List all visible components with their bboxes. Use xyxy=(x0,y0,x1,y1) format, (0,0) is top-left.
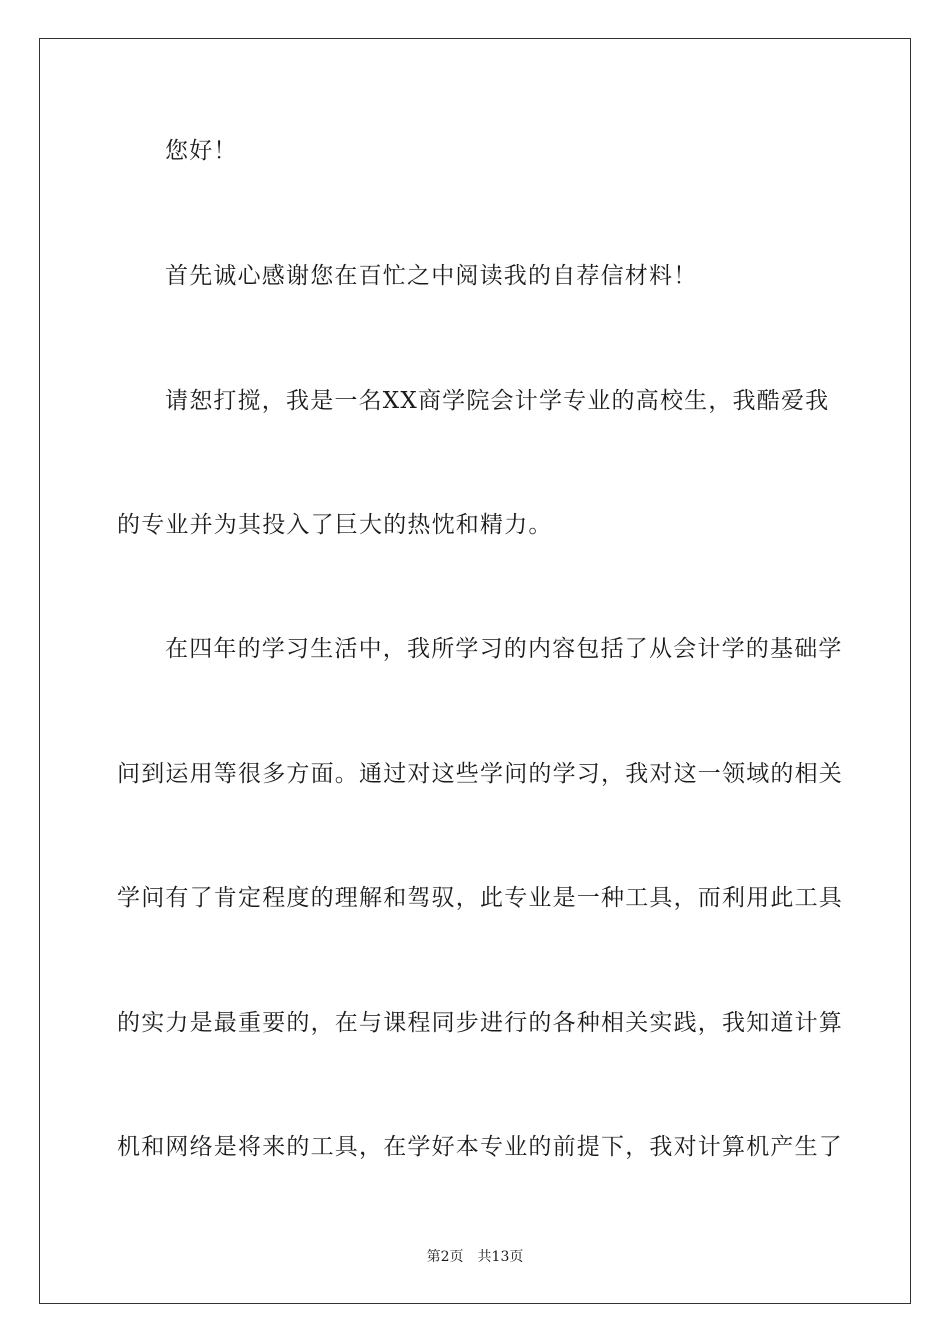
paragraph-line: 的专业并为其投入了巨大的热忱和精力。 xyxy=(117,512,553,538)
paragraph-line: 请恕打搅，我是一名XX商学院会计学专业的高校生，我酷爱我 xyxy=(165,388,830,414)
greeting: 您好！ xyxy=(165,138,238,164)
paragraph-line: 在四年的学习生活中，我所学习的内容包括了从会计学的基础学 xyxy=(165,636,843,662)
page-total: 共13页 xyxy=(477,1249,524,1265)
paragraph-line: 机和网络是将来的工具，在学好本专业的前提下，我对计算机产生了 xyxy=(117,1134,843,1160)
paragraph-line: 学问有了肯定程度的理解和驾驭，此专业是一种工具，而利用此工具 xyxy=(117,885,843,911)
paragraph-line: 的实力是最重要的，在与课程同步进行的各种相关实践，我知道计算 xyxy=(117,1010,843,1036)
page-border xyxy=(39,38,911,1304)
page-number: 第2页 xyxy=(426,1249,464,1265)
page-footer xyxy=(0,1248,950,1266)
paragraph-line: 首先诚心感谢您在百忙之中阅读我的自荐信材料！ xyxy=(165,263,698,289)
paragraph-line: 问到运用等很多方面。通过对这些学问的学习，我对这一领域的相关 xyxy=(117,761,843,787)
